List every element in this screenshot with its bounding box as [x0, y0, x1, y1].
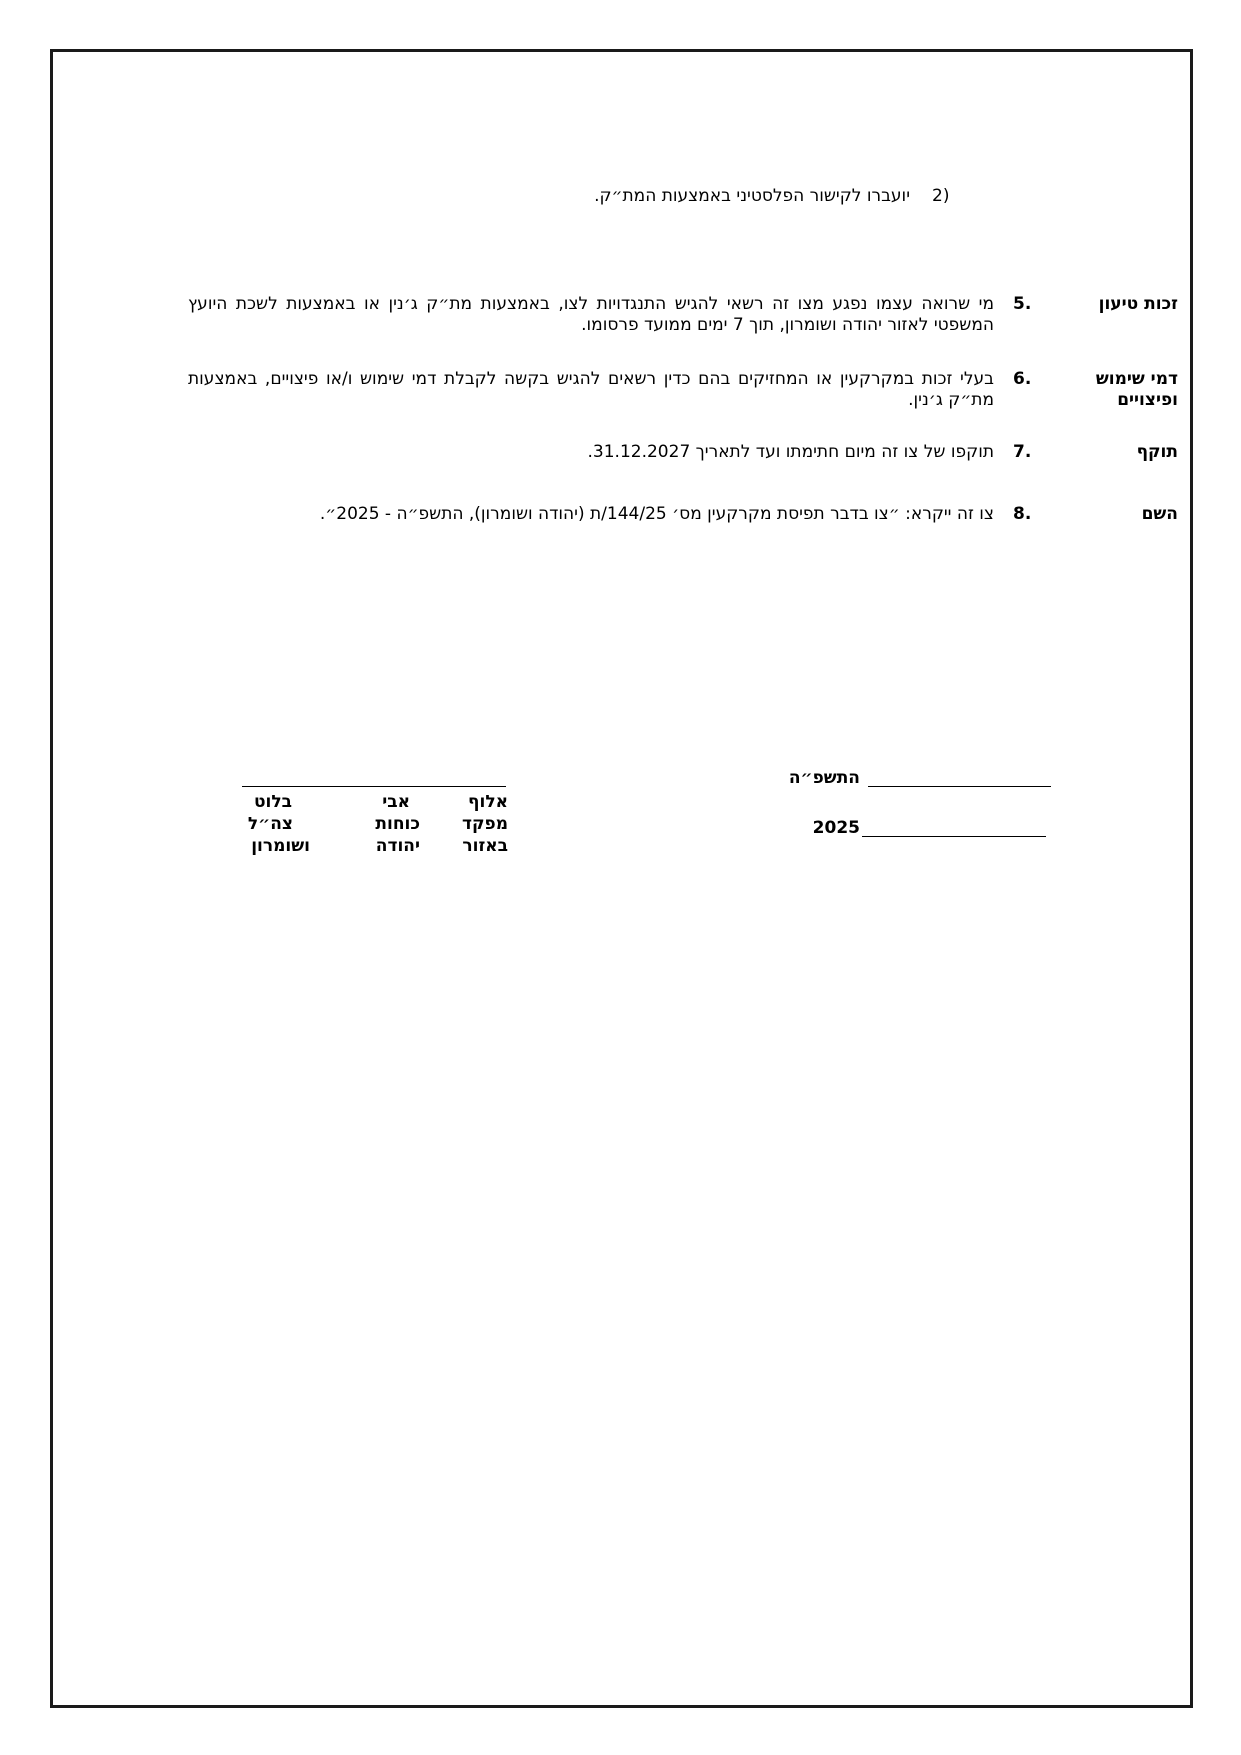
signer-title: צה״ל — [247, 814, 293, 834]
clause-text: בעלי זכות במקרקעין או המחזיקים בהם כדין רשאים להגיש בקשה לקבלת דמי שימוש ו/או פיצויים, באמצעות מת״ק ג׳נין. — [188, 369, 994, 410]
clause-number: 7. — [1013, 442, 1032, 462]
clause-heading: תוקף — [1136, 442, 1178, 462]
clause-heading: זכות טיעון — [1098, 294, 1178, 314]
signer-surname: בלוט — [253, 792, 292, 812]
date-gregorian-line — [862, 836, 1046, 837]
signer-title: מפקד — [462, 814, 508, 834]
clause-text: תוקפו של צו זה מיום חתימתו ועד לתאריך 31.12.2027. — [587, 442, 994, 462]
clause-text: צו זה ייקרא: ״צו בדבר תפיסת מקרקעין מס׳ 144/25/ת (יהודה ושומרון), התשפ״ה - 2025״. — [319, 504, 994, 524]
clause-heading: דמי שימוש ופיצויים — [1095, 369, 1178, 410]
clause-number: 5. — [1013, 294, 1032, 314]
clause-number: 8. — [1013, 504, 1032, 524]
clause-number: 6. — [1013, 369, 1032, 389]
subitem-text: יועברו לקישור הפלסטיני באמצעות המת״ק. — [594, 186, 910, 206]
signer-title: יהודה — [375, 836, 420, 856]
clause-text: מי שרואה עצמו נפגע מצו זה רשאי להגיש התנגדויות לצו, באמצעות מת״ק ג׳נין או באמצעות לשכת היועץ המשפטי לאזור יהודה ושומרון, תוך 7 ימים ממועד פרסומו. — [188, 294, 994, 335]
signer-rank: אלוף — [468, 792, 508, 812]
subitem-number: 2) — [932, 186, 950, 206]
signature-block — [240, 791, 508, 861]
signer-title: באזור — [462, 836, 508, 856]
date-hebrew-line — [868, 786, 1051, 787]
date-hebrew-year: התשפ״ה — [788, 768, 860, 788]
clause-heading: השם — [1141, 504, 1178, 524]
signer-title: ושומרון — [251, 836, 310, 856]
date-gregorian-year: 2025 — [812, 818, 860, 838]
signer-name: אבי — [382, 792, 410, 812]
signer-title: כוחות — [375, 814, 420, 834]
signature-line — [242, 786, 506, 787]
